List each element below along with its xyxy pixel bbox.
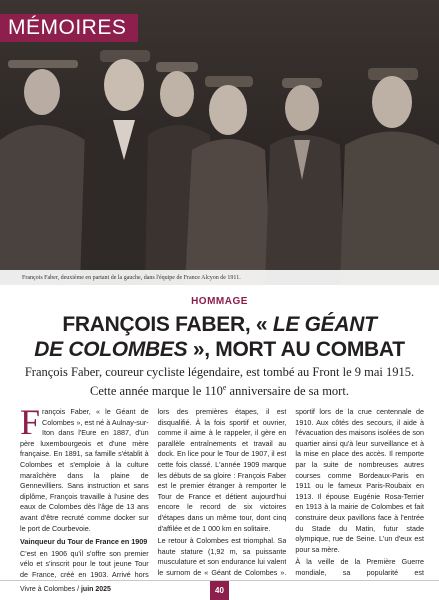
magazine-name: Vivre à Colombes [20, 586, 76, 593]
drop-cap: F [20, 407, 41, 442]
column-3 [295, 407, 424, 579]
subheading: Vainqueur du Tour de France en 1909 [20, 537, 148, 547]
article-body [20, 407, 424, 579]
article-title [10, 312, 429, 362]
section-tag: MÉMOIRES [0, 14, 138, 42]
footer-credit [20, 586, 111, 593]
standfirst-line: Cette année marque le 110 [90, 384, 223, 399]
paragraph: rançois Faber, « le Géant de Colombes », est né à Aulnay-sur-Iton dans l'Eure en 1887, d'un père luxembourgeois et d'une mère française. En 1891, sa famille s'établit à Colombes et s'emploie à la culture maraîchère dans la plaine de Gennevilliers. Sans instruction et sans diplôme, François travaille à l'usine des eaux de Colombes dès l'âge de 13 ans avant d'être recruté comme docker sur le port de Courbevoie. [20, 407, 149, 533]
historic-team-photo [0, 0, 439, 285]
issue-date: juin 2025 [80, 586, 111, 593]
title-italic-part: DE COLOMBES [34, 338, 188, 361]
column-2 [158, 407, 287, 579]
paragraph: Le retour à Colombes est triomphal. Sa haute stature (1,92 m, sa puissante musculature et son endurance lui valent le surnom de « Géant de Colombes ». [157, 536, 287, 577]
paragraph: lors des premières étapes, il est disqualifié. À la fois sportif et ouvrier, comme il aime à le rappeler, il gère en parallèle entraînements et travail au dock. En lice pour le Tour de 1907, il est cette fois classé. L'année 1909 marque les débuts de sa gloire : François Faber est le premier étranger à remporter le Tour de France et détient aujourd'hui encore le record de six victoires d'étapes dans un même tour, dont cinq d'affilée et de 1 000 km en solitaire. [157, 407, 287, 533]
column-1 [20, 407, 149, 579]
ordinal-suffix: e [222, 383, 227, 392]
paragraph: C'est en 1906 qu'il s'offre son premier vélo et s'inscrit pour le tout jeune Tour de France, créé en 1903. Arrivé hors [20, 548, 149, 579]
article-standfirst [10, 364, 429, 399]
standfirst-line: anniversaire de sa mort. [226, 384, 349, 399]
title-part: FRANÇOIS FABER, « [62, 313, 273, 336]
standfirst-line: François Faber, coureur cycliste légendaire, est tombé au Front le 9 mai 1915. [24, 365, 415, 379]
photo-illustration [0, 0, 439, 285]
page-footer [0, 580, 439, 600]
paragraph: À la veille de la Première Guerre mondiale, sa popularité est [295, 557, 425, 577]
page-number: 40 [210, 581, 229, 600]
title-part: », MORT AU COMBAT [187, 338, 405, 361]
footer-separator: / [75, 586, 81, 593]
article-kicker: HOMMAGE [191, 296, 248, 307]
title-italic-part: LE GÉANT [272, 313, 377, 336]
paragraph: sportif lors de la crue centennale de 1910. Aux côtés des secours, il aide à l'évacuation des maisons isolées de son quartier ainsi qu'à leur surveillance et à la mise en place des accès. Il remporte par la suite de nombreuses autres courses comme Bordeaux-Paris en 1911 ou le fameux Paris-Roubaix en 1913. Il épouse Eugénie Rosa-Terrier en 1913 à la mairie de Colombes et fait construire deux pavillons face à l'entrée du Stade du Matin, futur stade olympique, rue de Seine. L'un d'eux est pour sa mère. [295, 407, 425, 554]
photo-caption: François Faber, deuxième en partant de la gauche, dans l'équipe de France Alcyon de 1911. [0, 270, 439, 285]
